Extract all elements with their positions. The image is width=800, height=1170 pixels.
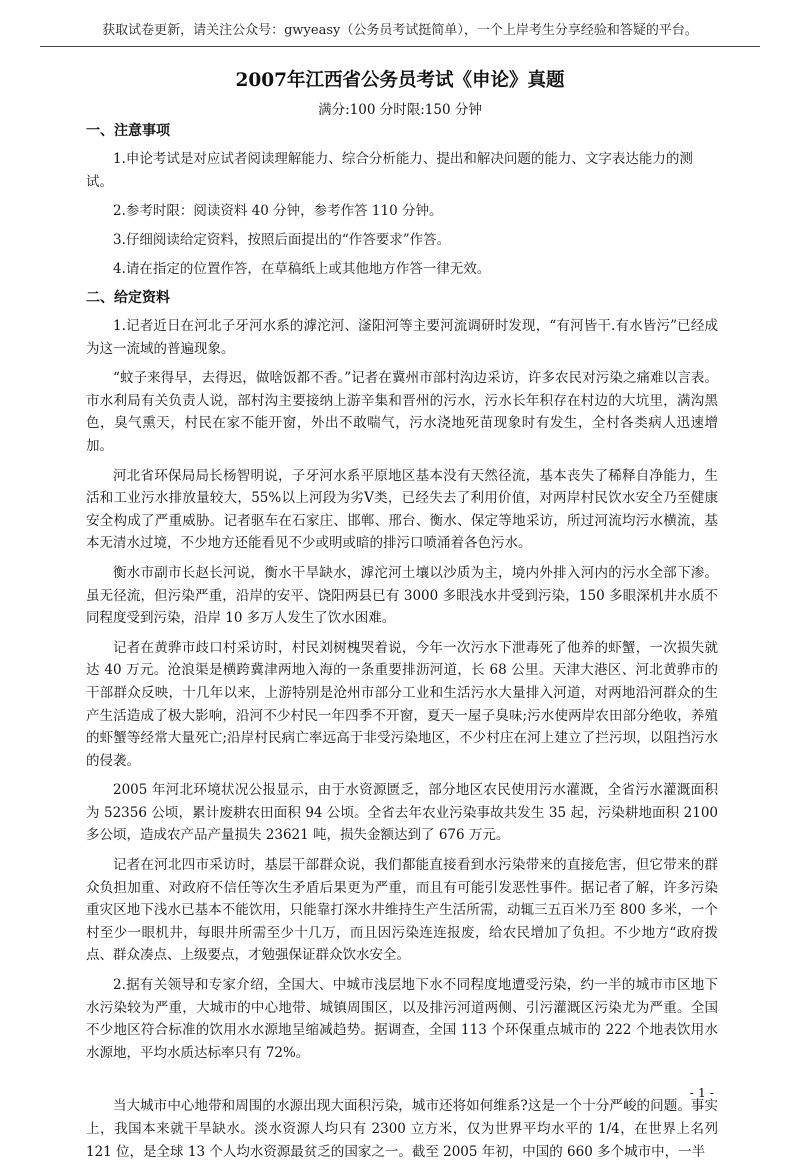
material-paragraph: 2.据有关领导和专家介绍，全国大、中城市浅层地下水不同程度地遭受污染，约一半的城市市区地下水污染较为严重，大城市的中心地带、城镇周围区，以及排污河道两侧、引污灌溉区污染尤为严重。全国不少地区符合标准的饮用水水源地呈缩减趋势。据调查，全国 113 个环保重点城市的 222 个地表饮用水水源地，平均水质达标率只有 72%。 [86,977,718,1061]
page-number: - 1 - [689,1085,714,1100]
material-paragraph: 1.记者近日在河北子牙河水系的滹沱河、滏阳河等主要河流调研时发现，“有河皆干.有水皆污”已经成为这一流域的普遍现象。 [86,318,718,357]
material-paragraph: 2005 年河北环境状况公报显示，由于水资源匮乏，部分地区农民使用污水灌溉，全省污水灌溉面积为 52356 公顷，累计废耕农田面积 94 公顷。全省去年农业污染事故共发生 35 起，污染耕地面积 2100 多公顷，造成农产品产量损失 23621 吨，损失金额达到了 676 万元。 [86,782,718,844]
material-paragraph: “蚊子来得早，去得迟，做啥饭都不香。”记者在冀州市部村沟边采访，许多农民对污染之痛难以言表。市水利局有关负责人说，部村沟主要接纳上游辛集和晋州的污水，污水长年积存在村边的大坑里，满沟黑色，臭气熏天，村民在家不能开窗，外出不敢喘气，污水浇地死苗现象时有发生，全村各类病人迅速增加。 [86,370,718,454]
notice-item: 3.仔细阅读给定资料，按照后面提出的“作答要求”作答。 [113,232,451,248]
notice-item: 4.请在指定的位置作答，在草稿纸上或其他地方作答一律无效。 [113,261,491,277]
notice-item: 2.参考时限：阅读资料 40 分钟，参考作答 110 分钟。 [113,203,443,219]
material-paragraph: 河北省环保局局长杨智明说，子牙河水系平原地区基本没有天然径流，基本丧失了稀释自净能力，生活和工业污水排放量较大，55%以上河段为劣Ⅴ类，已经失去了利用价值，对两岸村民饮水安全乃至健康安全构成了严重威胁。记者驱车在石家庄、邯郸、邢台、衡水、保定等地采访，所过河流均污水横流，基本无清水过境，不少地方还能看见不少或明或暗的排污口喷涌着各色污水。 [86,467,718,552]
material-paragraph: 当大城市中心地带和周围的水源出现大面积污染，城市还将如何维系?这是一个十分严峻的问题。事实上，我国本来就干旱缺水。淡水资源人均只有 2300 立方米，仅为世界平均水平的 1/4，在世界上名列 121 位，是全球 13 个人均水资源最贫乏的国家之一。截至 2005 年初，中国的 660 多个城市中，一半 [86,1098,718,1160]
page-title: 2007年江西省公务员考试《申论》真题 [235,70,565,91]
material-paragraph: 记者在黄骅市歧口村采访时，村民刘树槐哭着说，今年一次污水下泄毒死了他养的虾蟹，一次损失就达 40 万元。沧浪渠是横跨冀津两地入海的一条重要排沥河道，长 68 公里。天津大港区、河北黄骅市的干部群众反映，十几年以来，上游特别是沧州市部分工业和生活污水大量排入河道，对两地沿河群众的生产生活造成了极大影响，沿河不少村民一年四季不开窗，夏天一屋子臭味;污水使两岸农田部分绝收，养殖的虾蟹等经常大量死亡;沿岸村民病亡率远高于非受污染地区，不少村庄在河上建立了拦污坝，以阻挡污水的侵袭。 [86,639,718,769]
section-heading-notes: 一、注意事项 [86,123,170,139]
exam-info: 满分:100 分时限:150 分钟 [318,102,482,118]
paragraph-gap [86,1071,718,1095]
notice-item: 1.申论考试是对应试者阅读理解能力、综合分析能力、提出和解决问题的能力、文字表达能力的测试。 [86,151,693,190]
material-paragraph: 记者在河北四市采访时，基层干部群众说，我们都能直接看到水污染带来的直接危害，但它带来的群众负担加重、对政府不信任等次生矛盾后果更为严重，而且有可能引发恶性事件。据记者了解，许多污染重灾区地下浅水已基本不能饮用，只能靠打深水井维持生产生活所需，动辄三五百米乃至 800 多米，一个村至少一眼机井，每眼井所需至少十几万，而且因污染连连报废，给农民增加了负担。不少地方“政府拨点、群众凑点、上级要点，才勉强保证群众饮水安全。 [86,857,718,964]
document-body [86,120,718,1170]
section-heading-materials: 二、给定资料 [86,290,170,306]
header-notice: 获取试卷更新，请关注公众号：gwyeasy（公务员考试挺简单），一个上岸考生分享经验和答疑的平台。 [40,22,760,47]
material-paragraph: 衡水市副市长赵长河说，衡水干旱缺水，滹沱河土壤以沙质为主，境内外排入河内的污水全部下渗。虽无径流，但污染严重，沿岸的安平、饶阳两县已有 3000 多眼浅水井受到污染，150 多眼深机井水质不同程度受到污染，沿岸 10 多万人发生了饮水困难。 [86,564,718,627]
